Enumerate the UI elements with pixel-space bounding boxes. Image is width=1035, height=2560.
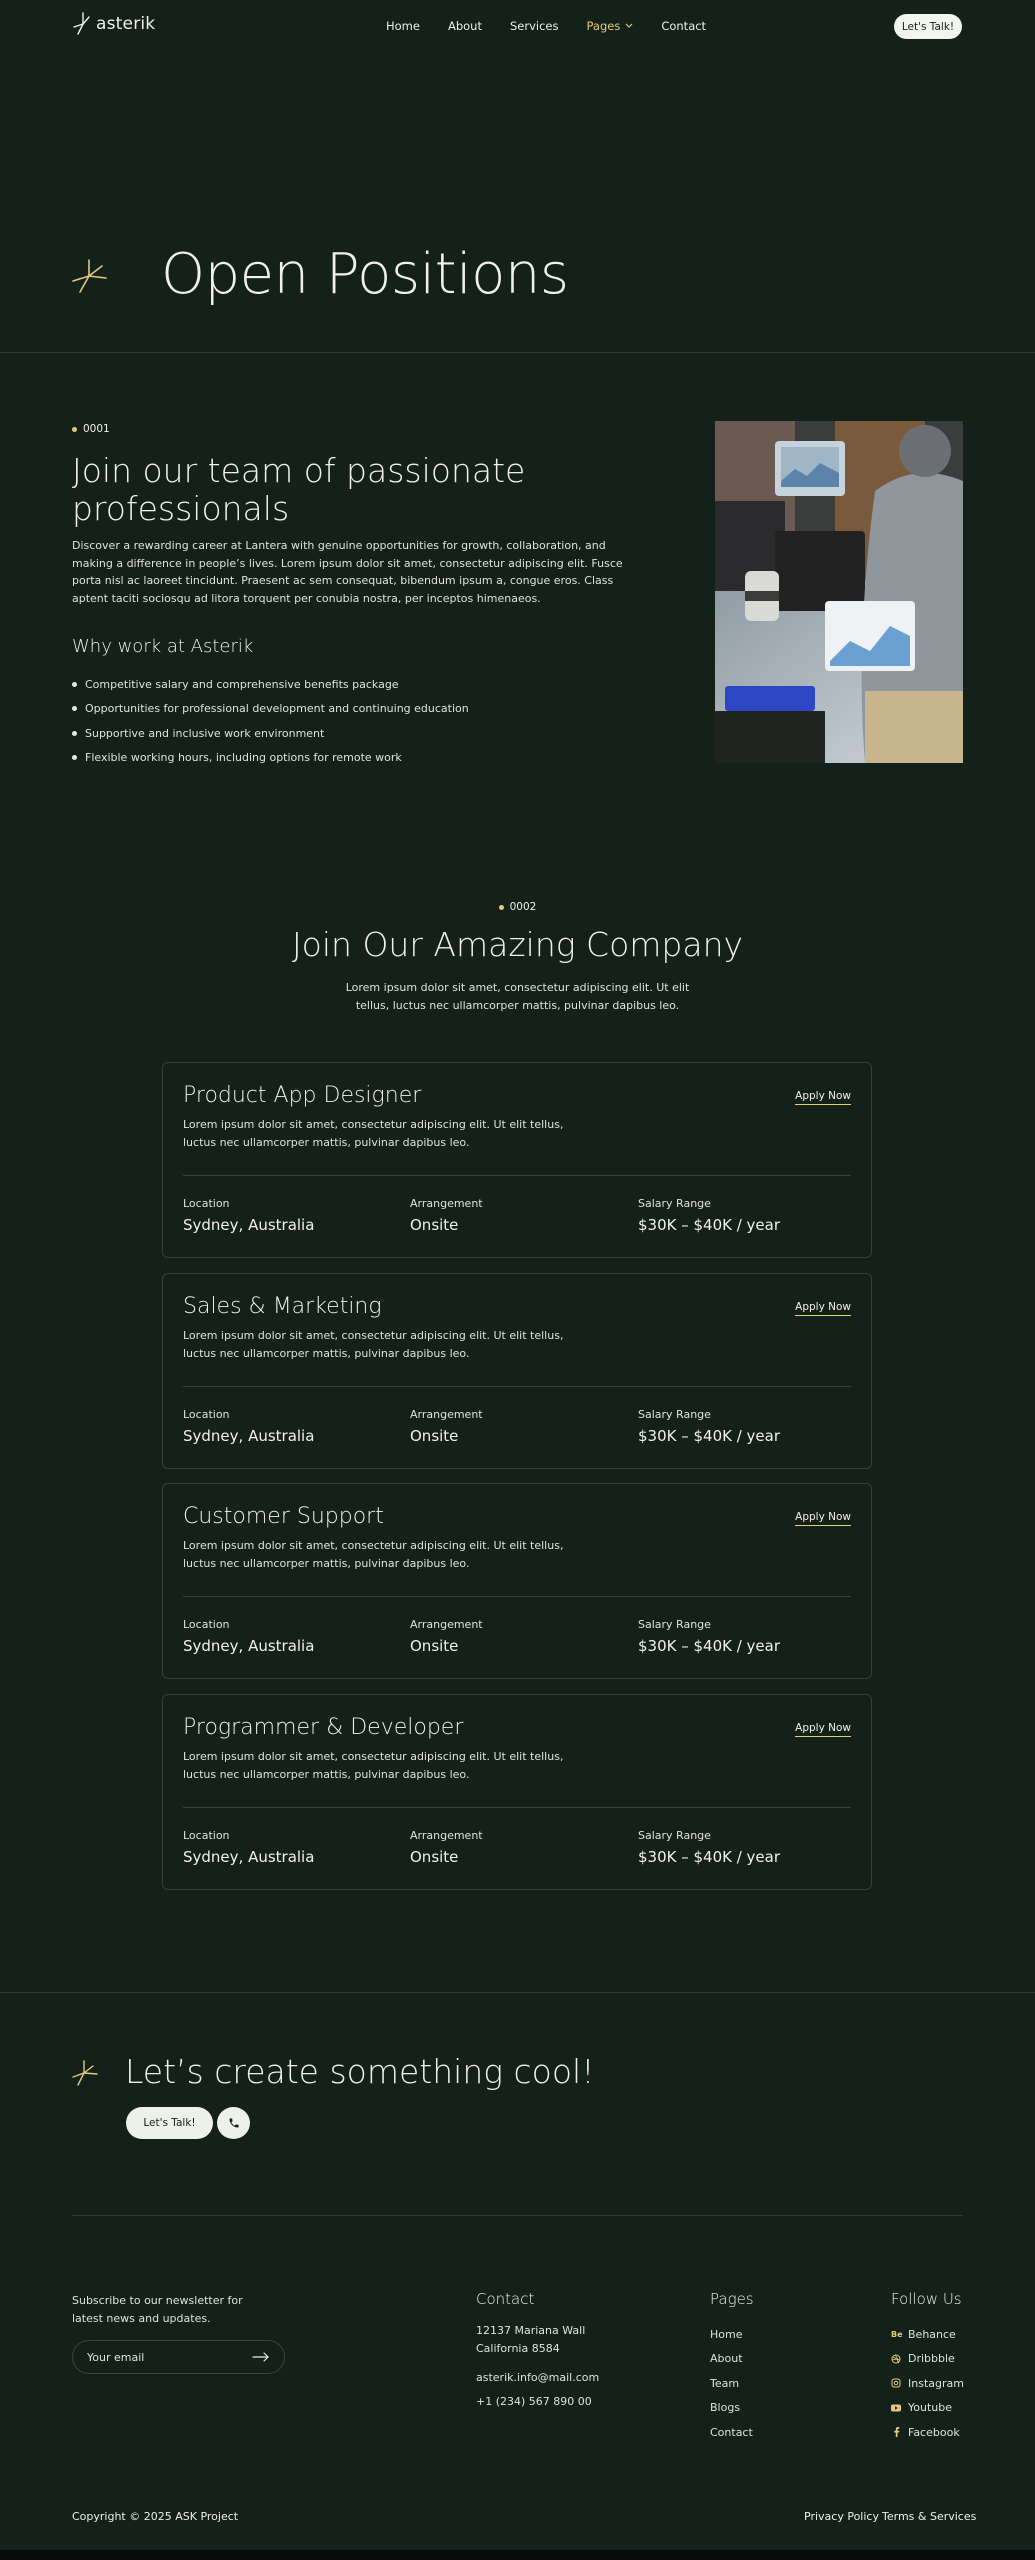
lets-talk-button[interactable]: Let's Talk! [126,2107,213,2139]
job-title: Programmer & Developer [183,1715,464,1740]
divider [183,1175,851,1176]
location-value: Sydney, Australia [183,1216,315,1234]
social-dribbble[interactable] [891,2347,964,2372]
nav-about[interactable]: About [447,19,482,33]
social-facebook[interactable] [891,2420,964,2445]
nav-pages-label: Pages [586,19,621,33]
logo-text: asterik [96,14,156,34]
job-location [183,1618,403,1655]
terms-link[interactable]: Terms & Services [882,2510,977,2523]
salary-label: Salary Range [638,1408,711,1421]
section-number: 0002 [509,901,537,913]
footer-link-home[interactable]: Home [710,2327,743,2341]
location-label: Location [183,1618,230,1631]
divider [0,1992,1035,1993]
job-title: Product App Designer [183,1083,422,1108]
apply-now-link[interactable]: Apply Now [795,1301,851,1316]
lets-talk-button[interactable]: Let's Talk! [894,14,962,39]
asterisk-logo-icon [72,12,94,36]
job-location [183,1829,403,1866]
footer-link-team[interactable]: Team [710,2376,740,2390]
benefit-text: Opportunities for professional development and continuing education [85,702,469,716]
follow-heading: Follow Us [891,2290,962,2308]
bullet-icon [72,755,77,760]
facebook-icon [891,2427,901,2437]
job-card [162,1273,872,1469]
benefit-text: Flexible working hours, including options for remote work [85,751,402,765]
chevron-down-icon [625,23,633,29]
pages-heading: Pages [710,2290,754,2308]
logo[interactable] [72,12,155,36]
job-location [183,1408,403,1445]
section-tag [0,901,1035,913]
social-label: Instagram [908,2376,964,2390]
job-description: Lorem ipsum dolor sit amet, consectetur adipiscing elit. Ut elit tellus, luctus nec ullamcorper mattis, pulvinar dapibus leo. [183,1118,564,1149]
dot-icon [499,905,504,910]
job-salary [638,1829,858,1866]
location-label: Location [183,1829,230,1842]
job-card [162,1062,872,1258]
arrangement-value: Onsite [410,1848,459,1866]
svg-text:Be: Be [891,2330,903,2340]
arrow-right-icon[interactable] [252,2352,270,2362]
benefit-text: Supportive and inclusive work environment [85,726,325,740]
intro-description: Discover a rewarding career at Lantera with genuine opportunities for growth, collaboration, and making a difference in people’s lives. Lorem ipsum dolor sit amet, consectetur adipiscing elit. Fusce porta nisl ac laoreet tincidunt. Praesent ac sem consequat, bibendum ipsum a, congue eros. Class aptent taciti sociosqu ad litora torquent per conubia nostra, per inceptos himenaeos. [72,539,623,605]
arrangement-value: Onsite [410,1427,459,1445]
list-item [72,697,632,722]
youtube-icon [891,2403,901,2413]
apply-now-link[interactable]: Apply Now [795,1511,851,1526]
divider [183,1596,851,1597]
job-arrangement [410,1197,630,1234]
bottom-bar [0,2550,1035,2560]
salary-value: $30K – $40K / year [638,1637,781,1655]
job-salary [638,1197,858,1234]
salary-value: $30K – $40K / year [638,1848,781,1866]
divider [72,2215,963,2216]
social-behance[interactable] [891,2322,964,2347]
behance-icon [891,2329,901,2339]
salary-label: Salary Range [638,1829,711,1842]
location-label: Location [183,1408,230,1421]
why-heading: Why work at Asterik [72,636,254,657]
email-field[interactable] [72,2340,285,2374]
positions-description: Lorem ipsum dolor sit amet, consectetur adipiscing elit. Ut elit tellus, luctus nec ullamcorper mattis, pulvinar dapibus leo. [345,981,690,1012]
salary-value: $30K – $40K / year [638,1427,781,1445]
apply-now-link[interactable]: Apply Now [795,1722,851,1737]
asterisk-decoration-icon [72,2060,98,2086]
apply-now-link[interactable]: Apply Now [795,1090,851,1105]
salary-label: Salary Range [638,1197,711,1210]
social-label: Facebook [908,2425,960,2439]
office-meeting-photo [715,421,963,763]
section-number: 0001 [83,423,110,435]
main-nav [386,19,734,33]
job-arrangement [410,1408,630,1445]
bullet-icon [72,682,77,687]
asterisk-decoration-icon [72,258,108,294]
arrangement-label: Arrangement [410,1408,483,1421]
benefits-list [72,672,632,770]
arrangement-label: Arrangement [410,1829,483,1842]
nav-home[interactable]: Home [386,19,420,33]
job-description: Lorem ipsum dolor sit amet, consectetur adipiscing elit. Ut elit tellus, luctus nec ullamcorper mattis, pulvinar dapibus leo. [183,1750,564,1781]
job-salary [638,1618,858,1655]
footer-link-about[interactable]: About [710,2352,743,2366]
footer-link-blogs[interactable]: Blogs [710,2401,741,2415]
job-salary [638,1408,858,1445]
social-youtube[interactable] [891,2396,964,2421]
job-arrangement [410,1829,630,1866]
job-location [183,1197,403,1234]
address [476,2322,599,2358]
job-description: Lorem ipsum dolor sit amet, consectetur adipiscing elit. Ut elit tellus, luctus nec ullamcorper mattis, pulvinar dapibus leo. [183,1539,564,1570]
location-value: Sydney, Australia [183,1637,315,1655]
footer-link-contact[interactable]: Contact [710,2425,753,2439]
cta-heading: Let’s create something cool! [125,2052,595,2091]
location-value: Sydney, Australia [183,1848,315,1866]
contact-heading: Contact [476,2290,535,2308]
nav-contact[interactable]: Contact [661,19,707,33]
dribbble-icon [891,2354,901,2364]
arrangement-value: Onsite [410,1216,459,1234]
divider [0,352,1035,353]
address-line: California 8584 [476,2342,560,2355]
social-label: Behance [908,2327,956,2341]
section-tag [72,423,110,435]
job-title: Customer Support [183,1504,384,1529]
newsletter-text: Subscribe to our newsletter for latest news and updates. [72,2294,243,2325]
footer-contact [476,2290,599,2414]
dot-icon [72,427,77,432]
bullet-icon [72,706,77,711]
list-item [72,672,632,697]
footer-social [891,2290,964,2445]
email-placeholder: Your email [87,2350,145,2364]
social-label: Youtube [908,2401,952,2415]
location-label: Location [183,1197,230,1210]
nav-pages[interactable] [586,19,633,33]
footer-pages [710,2290,754,2445]
salary-label: Salary Range [638,1618,711,1631]
copyright: Copyright © 2025 ASK Project [72,2510,239,2523]
divider [183,1386,851,1387]
page-title: Open Positions [161,242,569,307]
arrangement-label: Arrangement [410,1618,483,1631]
privacy-policy-link[interactable]: Privacy Policy [804,2510,879,2523]
nav-services[interactable]: Services [509,19,559,33]
arrangement-value: Onsite [410,1637,459,1655]
list-item [72,746,632,771]
positions-heading: Join Our Amazing Company [291,925,744,964]
job-arrangement [410,1618,630,1655]
salary-value: $30K – $40K / year [638,1216,781,1234]
phone-icon [228,2117,240,2129]
list-item [72,721,632,746]
instagram-icon [891,2378,901,2388]
intro-heading: Join our team of passionate professionals [72,451,526,528]
address-line: 12137 Mariana Wall [476,2324,586,2337]
job-title: Sales & Marketing [183,1294,382,1319]
bullet-icon [72,731,77,736]
phone-button[interactable] [217,2107,250,2139]
social-label: Dribbble [908,2352,955,2366]
job-card [162,1483,872,1679]
divider [183,1807,851,1808]
location-value: Sydney, Australia [183,1427,315,1445]
job-description: Lorem ipsum dolor sit amet, consectetur adipiscing elit. Ut elit tellus, luctus nec ullamcorper mattis, pulvinar dapibus leo. [183,1329,564,1360]
social-instagram[interactable] [891,2371,964,2396]
contact-email[interactable]: asterik.info@mail.com [476,2370,600,2384]
contact-phone[interactable]: +1 (234) 567 890 00 [476,2395,592,2409]
job-card [162,1694,872,1890]
arrangement-label: Arrangement [410,1197,483,1210]
benefit-text: Competitive salary and comprehensive benefits package [85,677,399,691]
